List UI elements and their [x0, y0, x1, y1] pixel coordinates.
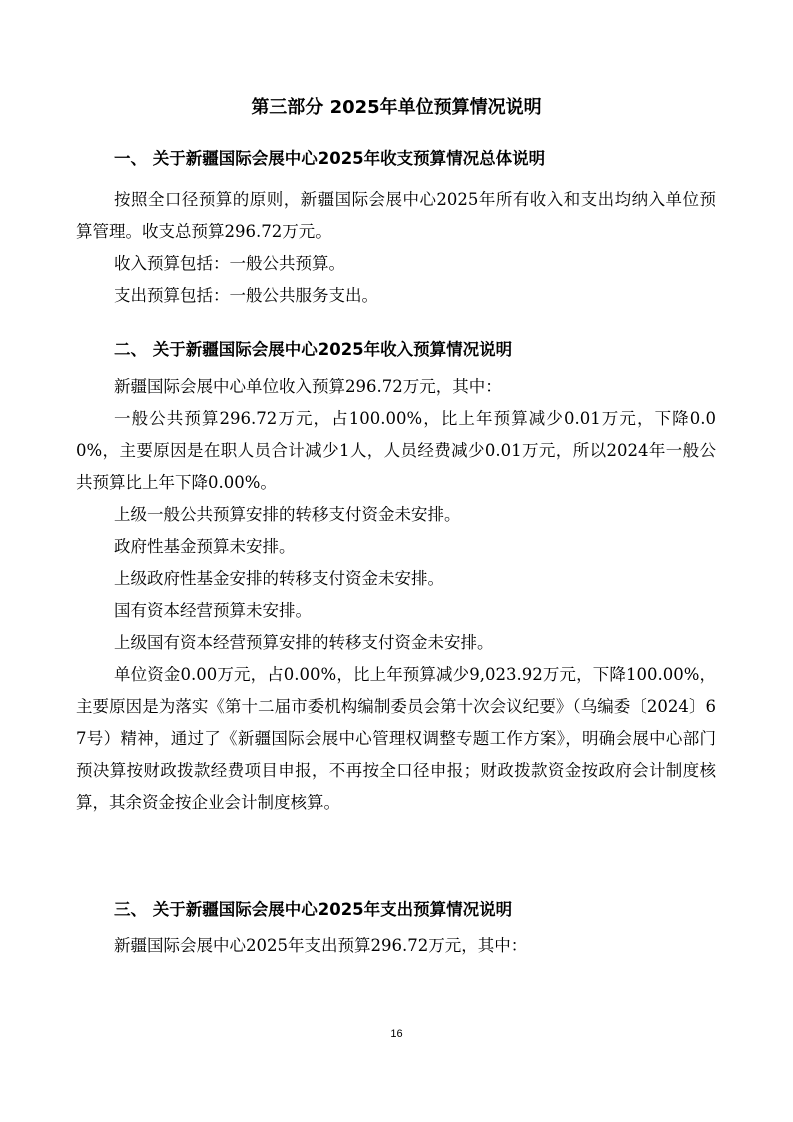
- section-1-heading: 一、 关于新疆国际会展中心2025年收支预算情况总体说明: [114, 149, 546, 168]
- section-2-paragraph-7: 上级国有资本经营预算安排的转移支付资金未安排。: [114, 633, 494, 652]
- page-number: 16: [390, 1028, 403, 1040]
- section-2-body: [76, 371, 716, 819]
- section-2-paragraph-5: 上级政府性基金安排的转移支付资金未安排。: [114, 569, 444, 588]
- page-title: 第三部分 2025年单位预算情况说明: [251, 97, 542, 118]
- section-3-paragraph-1: 新疆国际会展中心2025年支出预算296.72万元，其中：: [114, 936, 528, 955]
- section-1-paragraph-1: 按照全口径预算的原则，新疆国际会展中心2025年所有收入和支出均纳入单位预算管理。收支总预算296.72万元。: [76, 190, 716, 241]
- section-2-paragraph-2: 一般公共预算296.72万元，占100.00%，比上年预算减少0.01万元，下降0.00%，主要原因是在职人员合计减少1人，人员经费减少0.01万元，所以2024年一般公共预算比上年下降0.00%。: [76, 409, 716, 492]
- section-3-heading: 三、 关于新疆国际会展中心2025年支出预算情况说明: [114, 900, 513, 919]
- section-3-body: [76, 930, 716, 962]
- section-2-paragraph-4: 政府性基金预算未安排。: [114, 537, 296, 556]
- section-1-paragraph-2: 收入预算包括：一般公共预算。: [114, 254, 345, 273]
- section-3: [76, 898, 716, 922]
- section-2-paragraph-1: 新疆国际会展中心单位收入预算296.72万元，其中：: [114, 377, 502, 396]
- section-1-paragraph-3: 支出预算包括：一般公共服务支出。: [114, 286, 378, 305]
- section-2-paragraph-8: 单位资金0.00万元，占0.00%，比上年预算减少9,023.92万元，下降100.00%，主要原因是为落实《第十二届市委机构编制委员会第十次会议纪要》（乌编委〔2024〕67号）精神，通过了《新疆国际会展中心管理权调整专题工作方案》，明确会展中心部门预决算按财政拨款经费项目申报，不再按全口径申报；财政拨款资金按政府会计制度核算，其余资金按企业会计制度核算。: [76, 665, 716, 812]
- section-2-heading: 二、 关于新疆国际会展中心2025年收入预算情况说明: [114, 340, 513, 359]
- section-1: [76, 147, 716, 171]
- section-1-body: [76, 184, 716, 312]
- section-2-paragraph-6: 国有资本经营预算未安排。: [114, 601, 312, 620]
- section-2-paragraph-3: 上级一般公共预算安排的转移支付资金未安排。: [114, 505, 461, 524]
- section-2: [76, 338, 716, 362]
